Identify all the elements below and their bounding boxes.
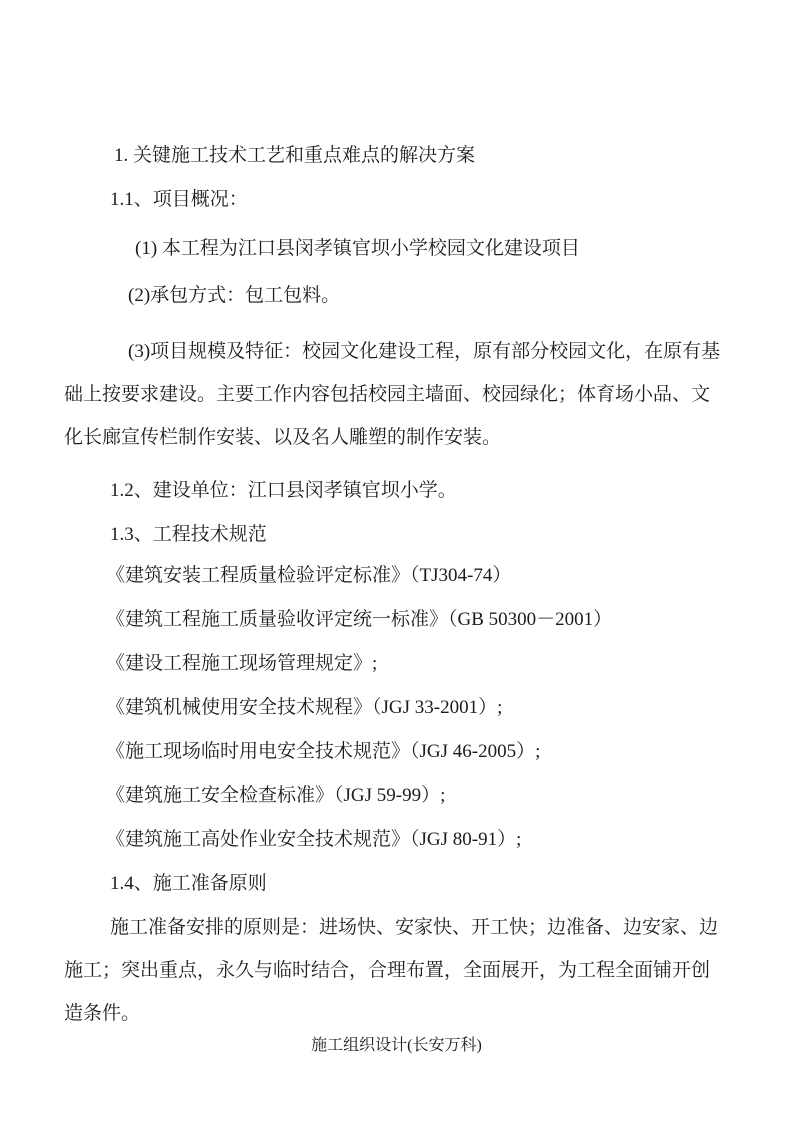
list-item-2: (2)承包方式：包工包料。 bbox=[128, 285, 341, 306]
spec-standard-2: 《建筑工程施工质量验收评定统一标准》（GB 50300－2001） bbox=[106, 609, 613, 630]
document-body bbox=[64, 133, 729, 1035]
list-item-1: (1) 本工程为江口县闵孝镇官坝小学校园文化建设项目 bbox=[135, 238, 580, 259]
list-item-3-line-3: 化长廊宣传栏制作安装、以及名人雕塑的制作安装。 bbox=[64, 427, 502, 448]
spec-standard-1: 《建筑安装工程质量检验评定标准》（TJ304-74） bbox=[106, 565, 512, 586]
paragraph-1-4-line-1: 施工准备安排的原则是：进场快、安家快、开工快；边准备、边安家、边 bbox=[110, 917, 719, 938]
spec-standard-5: 《施工现场临时用电安全技术规范》（JGJ 46-2005）; bbox=[106, 741, 541, 762]
spec-standard-7: 《建筑施工高处作业安全技术规范》（JGJ 80-91）; bbox=[106, 829, 522, 850]
heading-1: 1. 关键施工技术工艺和重点难点的解决方案 bbox=[114, 145, 476, 166]
heading-1-2: 1.2、建设单位：江口县闵孝镇官坝小学。 bbox=[110, 480, 457, 501]
list-item-3-line-2: 础上按要求建设。主要工作内容包括校园主墙面、校园绿化；体育场小品、文 bbox=[64, 384, 711, 405]
paragraph-1-4-line-2: 施工；突出重点，永久与临时结合，合理布置，全面展开，为工程全面铺开创 bbox=[64, 960, 711, 981]
heading-1-1: 1.1、项目概况： bbox=[110, 189, 248, 210]
list-item-3-line-1: (3)项目规模及特征：校园文化建设工程，原有部分校园文化，在原有基 bbox=[128, 341, 721, 362]
heading-1-4: 1.4、施工准备原则 bbox=[110, 873, 267, 894]
spec-standard-4: 《建筑机械使用安全技术规程》（JGJ 33-2001）; bbox=[106, 697, 503, 718]
heading-1-3: 1.3、工程技术规范 bbox=[110, 524, 267, 545]
paragraph-1-4-line-3: 造条件。 bbox=[64, 1003, 141, 1024]
page-footer: 施工组织设计(长安万科) bbox=[311, 1037, 482, 1054]
spec-standard-6: 《建筑施工安全检查标准》（JGJ 59-99）; bbox=[106, 785, 446, 806]
spec-standard-3: 《建设工程施工现场管理规定》; bbox=[106, 653, 378, 674]
